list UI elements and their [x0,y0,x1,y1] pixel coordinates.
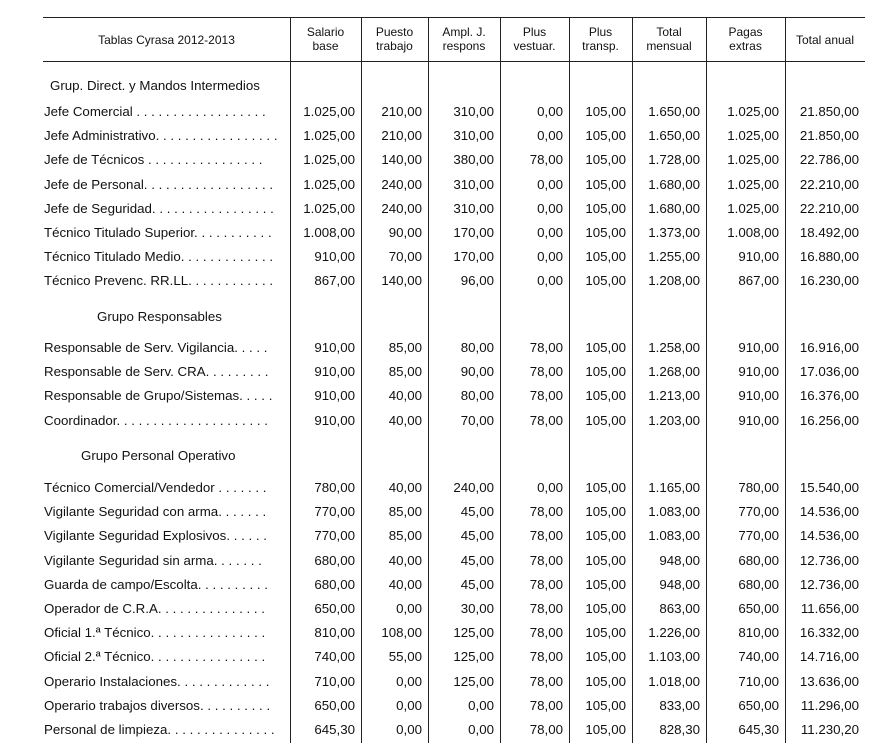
table-cell: 105,00 [585,649,626,665]
row-label-text: Técnico Titulado Medio. [44,249,185,265]
table-cell: 105,00 [585,528,626,544]
row-label-leader-dots: . . . . . . . . . . . . . . . . . . [132,104,266,119]
row-label-leader-dots: . . . . . . . . . . . . . . . . . . . . [120,412,268,428]
table-cell: 40,00 [388,388,422,404]
column-header-line: vestuar. [513,39,556,53]
table-cell: 15.540,00 [799,480,859,495]
row-label-leader-dots: . . . . . . [221,504,267,520]
table-cell: 16.230,00 [799,273,859,289]
table-cell: 1.025,00 [303,104,355,119]
table-cell: 833,00 [659,697,700,713]
table-cell: 0,00 [468,697,494,713]
table-cell: 863,00 [659,601,700,616]
column-header [290,25,361,53]
table-cell: 1.083,00 [648,504,700,520]
table-cell: 0,00 [537,128,563,144]
row-label-text: Técnico Comercial/Vendedor [44,480,215,495]
table-cell: 78,00 [529,528,563,544]
table-cell: 810,00 [738,625,779,641]
table-cell: 78,00 [529,504,563,520]
table-cell: 240,00 [381,176,422,192]
table-cell: 1.165,00 [648,480,700,495]
table-cell: 650,00 [738,601,779,616]
table-cell: 0,00 [396,673,422,689]
row-label-leader-dots: . . . . . . . . . . . . . . . . . [147,176,274,192]
row-label [44,201,286,217]
table-cell: 1.268,00 [648,364,700,380]
table-cell: 105,00 [585,480,626,495]
row-label-leader-dots: . . . . . [230,528,267,544]
column-header-line: base [312,39,339,53]
column-header [569,25,632,53]
row-label-leader-dots: . . . . . . [217,552,262,568]
table-cell: 125,00 [453,673,494,689]
row-label [44,340,286,356]
table-cell: 910,00 [314,412,355,428]
row-label [44,177,286,193]
table-cell: 645,30 [314,722,355,737]
table-cell: 1.650,00 [648,128,700,144]
table-cell: 105,00 [585,340,626,355]
table-cell: 105,00 [585,601,626,616]
table-cell: 910,00 [314,364,355,380]
row-label-leader-dots: . . . . . . . . . . . . . . [171,722,275,737]
row-label [44,649,286,665]
table-cell: 140,00 [381,152,422,168]
table-cell: 125,00 [453,625,494,641]
row-label [44,577,286,593]
group-heading: Grupo Responsables [97,309,222,324]
row-label-leader-dots: . . . . . . . . [209,364,269,380]
row-label [44,104,286,120]
table-cell: 310,00 [453,128,494,144]
table-cell: 0,00 [396,697,422,713]
column-header-line: Pagas [728,25,763,39]
column-header-line: Plus [588,25,613,39]
column-header-line: Puesto [375,25,414,39]
row-label [44,388,286,404]
group-heading: Grup. Direct. y Mandos Intermedios [50,78,260,93]
table-cell: 105,00 [585,176,626,192]
table-cell: 78,00 [529,625,563,641]
row-label-text: Guarda de campo/Escolta. [44,576,202,592]
row-label-text: Jefe de Seguridad. [44,200,156,216]
table-cell: 22.786,00 [799,152,859,168]
column-header-line: Plus [522,25,547,39]
row-label [44,601,286,617]
column-header [500,25,569,53]
row-label-text: Vigilante Seguridad con arma. [44,504,222,520]
table-cell: 21.850,00 [799,104,859,119]
table-cell: 770,00 [314,504,355,520]
table-cell: 125,00 [453,649,494,665]
table-cell: 810,00 [314,625,355,641]
table-cell: 650,00 [314,601,355,616]
table-cell: 0,00 [537,200,563,216]
table-cell: 948,00 [659,576,700,592]
row-label-leader-dots: . . . . . . . . . . . [191,273,274,289]
table-cell: 0,00 [537,225,563,240]
row-label [44,364,286,380]
row-label-text: Personal de limpieza. [44,722,172,737]
table-cell: 13.636,00 [799,673,859,689]
table-cell: 70,00 [460,412,494,428]
table-cell: 1.018,00 [648,673,700,689]
table-cell: 780,00 [738,480,779,495]
table-cell: 17.036,00 [799,364,859,380]
table-cell: 105,00 [585,104,626,119]
table-cell: 1.650,00 [648,104,700,119]
row-label [44,480,286,496]
column-header [632,25,706,53]
table-cell: 105,00 [585,552,626,568]
table-cell: 910,00 [738,249,779,265]
table-cell: 1.208,00 [648,273,700,289]
column-header-line: Ampl. J. [442,25,486,39]
table-cell: 105,00 [585,576,626,592]
table-cell: 828,30 [659,722,700,737]
table-cell: 108,00 [381,625,422,641]
table-cell: 11.296,00 [800,697,859,713]
group-heading: Grupo Personal Operativo [81,448,236,463]
row-label [44,249,286,265]
table-cell: 85,00 [388,340,422,355]
table-cell: 910,00 [314,340,355,355]
row-label-text: Oficial 1.ª Técnico. [44,625,155,641]
table-cell: 78,00 [529,697,563,713]
row-label-text: Coordinador. [44,412,121,428]
table-cell: 45,00 [460,504,494,520]
row-label-text: Vigilante Seguridad Explosivos. [44,528,231,544]
table-cell: 710,00 [738,673,779,689]
row-label-leader-dots: . . . . . . . . . . [197,225,272,240]
table-cell: 105,00 [585,364,626,380]
table-cell: 380,00 [453,152,494,168]
table-cell: 80,00 [460,340,494,355]
row-label-leader-dots: . . . . . . . . . . . . . . . . [155,200,274,216]
table-cell: 12.736,00 [799,552,859,568]
row-label-leader-dots: . . . . . . . . . . . . [180,673,270,689]
table-cell: 90,00 [460,364,494,380]
table-cell: 18.492,00 [799,225,859,240]
row-label [44,152,286,168]
salary-table [43,17,865,743]
table-cell: 1.226,00 [648,625,700,641]
table-cell: 105,00 [585,249,626,265]
top-rule [43,17,865,18]
table-cell: 90,00 [388,225,422,240]
column-header-line: transp. [582,39,619,53]
row-label-leader-dots: . . . . . . . . . [201,576,268,592]
column-header-line: extras [729,39,762,53]
table-cell: 78,00 [529,364,563,380]
table-cell: 910,00 [738,340,779,355]
table-cell: 680,00 [738,576,779,592]
table-cell: 45,00 [460,552,494,568]
table-cell: 310,00 [453,200,494,216]
table-cell: 0,00 [396,722,422,737]
table-cell: 105,00 [585,697,626,713]
table-cell: 1.008,00 [727,225,779,240]
table-cell: 1.258,00 [648,340,700,355]
table-cell: 1.025,00 [303,152,355,168]
row-label-text: Responsable de Serv. CRA. [44,364,210,380]
table-cell: 1.025,00 [303,128,355,144]
table-cell: 45,00 [460,528,494,544]
table-cell: 210,00 [381,128,422,144]
table-cell: 85,00 [388,364,422,380]
table-cell: 1.255,00 [648,249,700,265]
table-cell: 1.025,00 [727,104,779,119]
row-label [44,722,286,738]
row-label-text: Técnico Titulado Superior. [44,225,198,240]
table-cell: 170,00 [453,249,494,265]
table-cell: 40,00 [388,576,422,592]
table-cell: 0,00 [396,601,422,616]
table-cell: 867,00 [738,273,779,289]
table-cell: 105,00 [585,273,626,289]
table-cell: 910,00 [314,249,355,265]
table-cell: 55,00 [388,649,422,665]
table-cell: 1.680,00 [648,176,700,192]
row-label-leader-dots: . . . . . . . [214,480,267,495]
row-label [44,625,286,641]
table-cell: 14.536,00 [799,504,859,520]
row-label [44,553,286,569]
table-cell: 170,00 [453,225,494,240]
table-cell: 11.230,20 [800,722,859,737]
table-cell: 12.736,00 [799,576,859,592]
table-cell: 0,00 [537,249,563,265]
table-cell: 85,00 [388,528,422,544]
row-label-text: Jefe de Personal. [44,176,148,192]
table-cell: 78,00 [529,673,563,689]
table-cell: 85,00 [388,504,422,520]
row-label-leader-dots: . . . . . . . . . . . . . . . . [144,152,263,168]
table-cell: 14.536,00 [799,528,859,544]
column-header [785,33,865,47]
table-cell: 1.083,00 [648,528,700,544]
table-cell: 40,00 [388,480,422,495]
column-header-line: Total anual [795,33,855,47]
table-cell: 40,00 [388,552,422,568]
table-cell: 16.256,00 [799,412,859,428]
row-label [44,273,286,289]
table-cell: 740,00 [314,649,355,665]
table-cell: 310,00 [453,104,494,119]
table-cell: 105,00 [585,722,626,737]
row-label-leader-dots: . . . . . . . . . [203,697,271,713]
row-label-leader-dots: . . . . [237,340,268,355]
table-cell: 780,00 [314,480,355,495]
table-cell: 1.680,00 [648,200,700,216]
table-cell: 1.025,00 [303,200,355,216]
table-title: Tablas Cyrasa 2012-2013 [98,33,235,47]
table-cell: 1.025,00 [303,176,355,192]
table-cell: 1.025,00 [727,152,779,168]
column-header [428,25,500,53]
table-cell: 22.210,00 [799,176,859,192]
table-cell: 1.025,00 [727,176,779,192]
table-cell: 910,00 [314,388,355,404]
table-cell: 1.103,00 [648,649,700,665]
table-cell: 78,00 [529,601,563,616]
table-cell: 0,00 [468,722,494,737]
table-cell: 105,00 [585,504,626,520]
row-label-text: Técnico Prevenc. RR.LL. [44,273,192,289]
table-cell: 21.850,00 [799,128,859,144]
table-cell: 645,30 [738,722,779,737]
table-cell: 680,00 [314,576,355,592]
table-cell: 78,00 [529,152,563,168]
table-cell: 0,00 [537,273,563,289]
row-label-text: Operario Instalaciones. [44,673,181,689]
row-label-leader-dots: . . . . . . . . . . . . . . [161,601,265,616]
table-cell: 105,00 [585,625,626,641]
row-label-leader-dots: . . . . [242,388,273,404]
table-cell: 105,00 [585,388,626,404]
row-label [44,528,286,544]
row-label [44,413,286,429]
row-label-text: Operador de C.R.A. [44,601,162,616]
table-cell: 78,00 [529,552,563,568]
row-label-text: Jefe Comercial [44,104,133,119]
table-cell: 105,00 [585,412,626,428]
table-cell: 1.728,00 [648,152,700,168]
table-cell: 78,00 [529,649,563,665]
row-label-leader-dots: . . . . . . . . . . . . . . . . [159,128,278,144]
table-cell: 210,00 [381,104,422,119]
table-cell: 1.008,00 [303,225,355,240]
table-cell: 78,00 [529,412,563,428]
table-cell: 70,00 [388,249,422,265]
table-cell: 0,00 [537,104,563,119]
table-cell: 14.716,00 [799,649,859,665]
table-cell: 105,00 [585,128,626,144]
table-cell: 240,00 [453,480,494,495]
header-rule [43,61,865,62]
table-cell: 710,00 [314,673,355,689]
row-label-text: Jefe de Técnicos [44,152,145,168]
table-cell: 770,00 [314,528,355,544]
row-label-text: Jefe Administrativo. [44,128,160,144]
table-cell: 910,00 [738,364,779,380]
table-cell: 770,00 [738,504,779,520]
table-cell: 40,00 [388,412,422,428]
table-cell: 78,00 [529,340,563,355]
row-label-leader-dots: . . . . . . . . . . . . [184,249,274,265]
table-cell: 310,00 [453,176,494,192]
column-header-line: respons [442,39,486,53]
table-cell: 680,00 [314,552,355,568]
table-cell: 867,00 [314,273,355,289]
table-cell: 11.656,00 [800,601,859,616]
table-cell: 80,00 [460,388,494,404]
table-cell: 105,00 [585,673,626,689]
table-cell: 78,00 [529,722,563,737]
table-cell: 22.210,00 [799,200,859,216]
table-cell: 16.916,00 [799,340,859,355]
row-label-text: Oficial 2.ª Técnico. [44,649,155,665]
column-header-line: Salario [306,25,345,39]
column-header-line: Total [656,25,682,39]
table-cell: 1.373,00 [648,225,700,240]
table-cell: 910,00 [738,388,779,404]
table-cell: 650,00 [314,697,355,713]
row-label-text: Vigilante Seguridad sin arma. [44,552,218,568]
table-cell: 0,00 [537,176,563,192]
table-cell: 1.025,00 [727,128,779,144]
table-cell: 1.213,00 [648,388,700,404]
table-cell: 140,00 [381,273,422,289]
table-cell: 1.025,00 [727,200,779,216]
table-cell: 78,00 [529,388,563,404]
table-cell: 45,00 [460,576,494,592]
table-cell: 650,00 [738,697,779,713]
row-label [44,128,286,144]
table-cell: 1.203,00 [648,412,700,428]
table-cell: 30,00 [460,601,494,616]
column-header [361,25,428,53]
row-label-leader-dots: . . . . . . . . . . . . . . . [154,649,266,665]
table-cell: 0,00 [537,480,563,495]
row-label-text: Operario trabajos diversos. [44,697,204,713]
table-cell: 16.880,00 [799,249,859,265]
table-cell: 680,00 [738,552,779,568]
column-header-line: trabajo [376,39,413,53]
row-label [44,225,286,241]
row-label-leader-dots: . . . . . . . . . . . . . . . [154,625,266,641]
table-cell: 105,00 [585,200,626,216]
table-cell: 740,00 [738,649,779,665]
table-cell: 240,00 [381,200,422,216]
table-cell: 105,00 [585,225,626,240]
row-label [44,504,286,520]
column-header [706,25,785,53]
table-cell: 948,00 [659,552,700,568]
table-cell: 910,00 [738,412,779,428]
row-label-text: Responsable de Grupo/Sistemas. [44,388,243,404]
table-cell: 16.376,00 [799,388,859,404]
table-cell: 16.332,00 [799,625,859,641]
table-cell: 770,00 [738,528,779,544]
column-header-line: mensual [646,39,692,53]
row-label [44,698,286,714]
table-cell: 96,00 [460,273,494,289]
table-cell: 105,00 [585,152,626,168]
table-cell: 78,00 [529,576,563,592]
row-label [44,674,286,690]
row-label-text: Responsable de Serv. Vigilancia. [44,340,238,355]
